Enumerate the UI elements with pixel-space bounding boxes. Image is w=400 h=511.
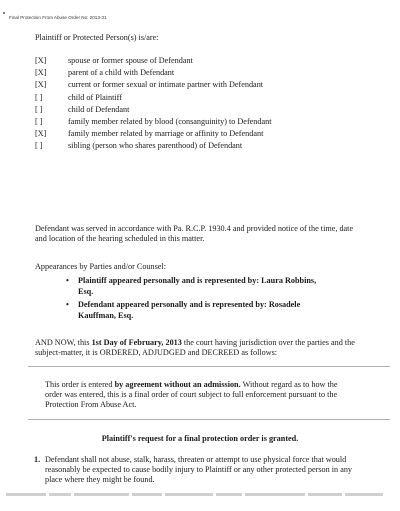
relationship-checkbox-mark: [X] xyxy=(35,129,47,139)
relationship-intro: Plaintiff or Protected Person(s) is/are: xyxy=(35,33,159,42)
order-intro-suffix: the court having jurisdiction over the parties and the xyxy=(181,338,355,347)
relationship-item-label: child of Plaintiff xyxy=(68,92,122,102)
relationship-checkbox-mark: [ ] xyxy=(35,104,43,114)
relationship-checkbox-mark: [ ] xyxy=(35,92,43,102)
service-line-1: Defendant was served in accordance with Pa. R.C.P. 1930.4 and provided notice of the time, date xyxy=(35,224,354,233)
relationship-item-label: family member related by marriage or affinity to Defendant xyxy=(68,129,264,139)
clause-1-line-1: Defendant shall not abuse, stalk, harass, threaten or attempt to use physical force that would xyxy=(45,455,347,464)
relationship-item xyxy=(35,68,395,78)
plaintiff-appearance xyxy=(66,276,378,297)
clause-1-line-2: reasonably be expected to cause bodily injury to Plaintiff or any other protected person in any xyxy=(45,465,353,474)
defendant-appearance-line-1: Defendant appeared personally and is represented by: Rosadele xyxy=(78,300,301,309)
agreement-line-1 xyxy=(45,380,338,390)
relationship-checkbox-mark: [ ] xyxy=(35,117,43,126)
relationship-item xyxy=(35,80,395,90)
clause-1-number: 1. xyxy=(34,455,41,464)
relationship-checkbox-mark: [X] xyxy=(35,68,47,78)
relationship-item-label: parent of a child with Defendant xyxy=(68,68,175,78)
relationship-checkbox-mark: [ ] xyxy=(35,141,43,151)
granted-box-top-rule xyxy=(28,419,390,420)
order-intro-prefix: AND NOW, this xyxy=(35,338,92,347)
plaintiff-appearance-line-1: Plaintiff appeared personally and is represented by: Laura Robbins, xyxy=(78,276,317,285)
relationship-item-label: child of Defendant xyxy=(68,104,130,114)
agreement-line-3: Protection From Abuse Act. xyxy=(45,400,137,409)
relationship-item-label: family member related by blood (consanguinity) to Defendant xyxy=(68,117,272,126)
page-header: Final Protection From Abuse Order No: 2013-31 xyxy=(9,15,107,20)
relationship-item xyxy=(35,105,395,115)
relationship-item xyxy=(35,141,395,151)
agreement-line-2: order was entered, this is a final order of court subject to full enforcement pursuant to the xyxy=(45,390,338,399)
relationship-checkbox-mark: [X] xyxy=(35,56,47,65)
appearances-heading: Appearances by Parties and/or Counsel: xyxy=(35,262,166,271)
agreement-suffix: Without regard as to how the xyxy=(240,380,338,389)
agreement-bold: by agreement without an admission. xyxy=(114,380,241,389)
relationship-item-label: spouse or former spouse of Defendant xyxy=(68,56,193,65)
scan-speck xyxy=(3,12,5,14)
bullet-icon: • xyxy=(66,276,69,285)
order-intro-line-1 xyxy=(35,338,355,348)
footer-scan-strip xyxy=(6,493,394,496)
relationship-item-label: current or former sexual or intimate partner with Defendant xyxy=(68,80,264,90)
relationship-item xyxy=(35,129,395,139)
bullet-icon: • xyxy=(66,300,69,309)
relationship-item xyxy=(35,117,395,127)
defendant-appearance xyxy=(66,300,378,321)
defendant-appearance-line-2: Kauffman, Esq. xyxy=(78,310,134,320)
plaintiff-appearance-line-2: Esq. xyxy=(78,286,94,296)
agreement-box-top-rule xyxy=(28,366,390,367)
order-date: 1st Day of February, 2013 xyxy=(91,338,182,347)
agreement-prefix: This order is entered xyxy=(45,380,115,389)
service-line-2: and location of the hearing scheduled in this matter. xyxy=(35,234,205,243)
order-intro-line-2: subject-matter, it is ORDERED, ADJUDGED and DECREED as follows: xyxy=(35,348,278,357)
relationship-item xyxy=(35,93,395,103)
relationship-checkbox-mark: [X] xyxy=(35,80,47,90)
granted-statement: Plaintiff's request for a final protection order is granted. xyxy=(101,434,299,443)
relationship-item xyxy=(35,56,395,66)
clause-1-line-3: place where they might be found. xyxy=(45,475,155,484)
relationship-item-label: sibling (person who shares parenthood) of Defendant xyxy=(68,141,243,151)
